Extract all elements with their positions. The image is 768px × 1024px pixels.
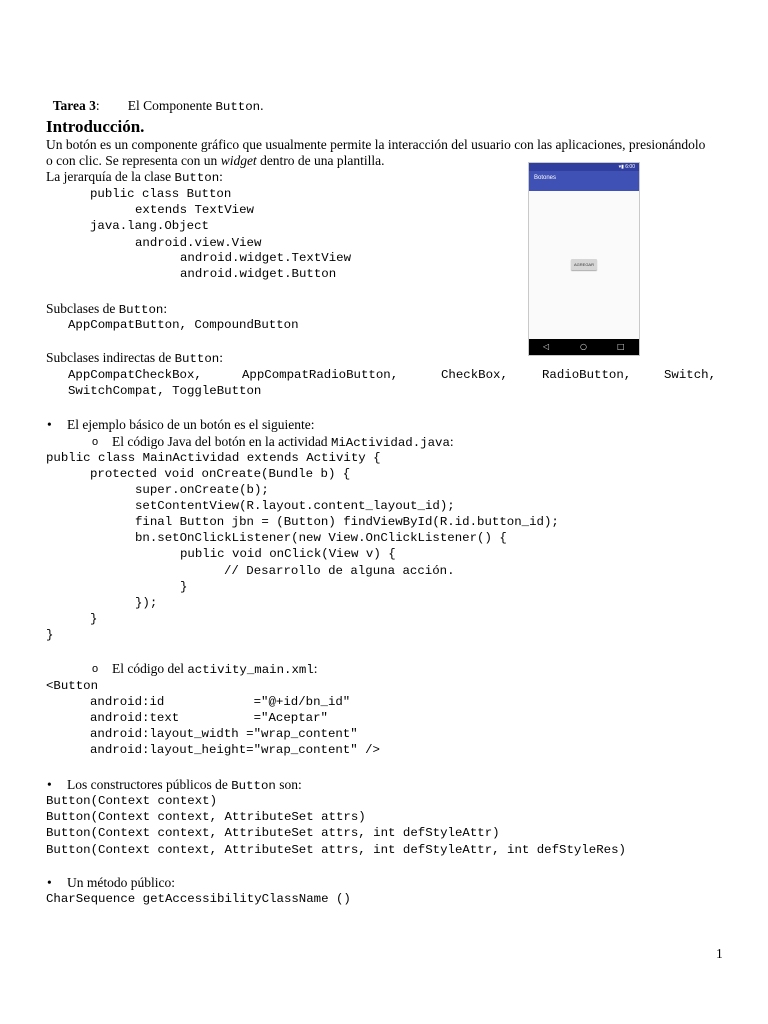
- page-number: 1: [716, 946, 723, 961]
- app-toolbar: [529, 171, 639, 191]
- java-code-line: protected void onCreate(Bundle b) {: [90, 467, 351, 481]
- task-separator: :: [95, 97, 100, 113]
- intro-text-b: dentro de una plantilla.: [256, 153, 385, 168]
- subclasses-label-code: Button: [118, 303, 164, 317]
- indirect-label-a: Subclases indirectas de: [46, 350, 175, 365]
- xml-subitem-a: El código del: [112, 661, 188, 676]
- hierarchy-line: public class Button: [90, 187, 232, 201]
- indirect-item: AppCompatCheckBox,: [68, 368, 202, 382]
- back-icon[interactable]: ◁: [543, 342, 550, 351]
- indirect-label-code: Button: [174, 352, 220, 366]
- hierarchy-label-b: :: [219, 169, 223, 184]
- phone-screenshot: [528, 162, 640, 356]
- home-icon[interactable]: ○: [580, 342, 587, 351]
- subclasses-label: [46, 301, 167, 319]
- java-code-line: public class MainActividad extends Activity {: [46, 451, 381, 465]
- intro-paragraph-line1: Un botón es un componente gráfico que usualmente permite la interacción del usuario con las aplicaciones, presionándolo: [46, 137, 706, 152]
- constructor-line: Button(Context context, AttributeSet attrs, int defStyleAttr, int defStyleRes): [46, 843, 626, 857]
- indirect-item: RadioButton,: [542, 368, 632, 382]
- toolbar-title: Botones: [534, 175, 557, 181]
- status-icons: ▾▮ 6:00: [618, 164, 635, 170]
- java-subitem: [112, 434, 454, 452]
- java-code-line: }: [90, 612, 98, 626]
- method-line: CharSequence getAccessibilityClassName (): [46, 892, 351, 906]
- java-code-line: });: [135, 596, 158, 610]
- constructors-bullet-code: Button: [231, 779, 276, 793]
- constructors-bullet-b: son:: [275, 777, 302, 792]
- indirect-subclasses-label: [46, 350, 223, 368]
- constructors-bullet: [67, 777, 302, 795]
- task-header: [46, 82, 100, 113]
- component-title: [121, 82, 264, 115]
- hierarchy-line: android.view.View: [135, 236, 262, 250]
- status-bar: [529, 163, 639, 171]
- intro-widget-word: widget: [220, 153, 257, 168]
- component-suffix: .: [260, 97, 264, 113]
- intro-text-a: o con clic. Se representa con un: [46, 153, 221, 168]
- java-code-line: public void onClick(View v) {: [180, 547, 396, 561]
- xml-code-line: android:layout_height="wrap_content" />: [90, 743, 380, 757]
- subclasses-label-a: Subclases de: [46, 301, 119, 316]
- java-code-line: bn.setOnClickListener(new View.OnClickListener() {: [135, 531, 507, 545]
- task-label: Tarea 3: [52, 97, 96, 113]
- java-subitem-code: MiActividad.java: [330, 436, 450, 450]
- java-code-line: }: [180, 580, 188, 594]
- example-bullet: • El ejemplo básico de un botón es el siguiente:: [67, 417, 314, 433]
- xml-subitem-b: :: [313, 661, 318, 676]
- xml-code-line: android:text ="Aceptar": [90, 711, 328, 725]
- subclasses-label-b: :: [163, 301, 168, 316]
- hierarchy-line: android.widget.TextView: [180, 251, 352, 265]
- hierarchy-line: java.lang.Object: [90, 219, 209, 233]
- constructors-bullet-a: Los constructores públicos de: [67, 777, 232, 792]
- xml-code-line: android:id ="@+id/bn_id": [90, 695, 351, 709]
- java-code-line: }: [46, 628, 54, 642]
- xml-code-line: <Button: [46, 679, 99, 693]
- indirect-label-b: :: [219, 350, 223, 365]
- indirect-line2: SwitchCompat, ToggleButton: [68, 384, 262, 398]
- hierarchy-label-code: Button: [174, 171, 220, 185]
- subclasses-values: AppCompatButton, CompoundButton: [68, 318, 299, 332]
- hierarchy-label: [46, 169, 223, 187]
- intro-paragraph-line2: [46, 153, 385, 169]
- indirect-item: CheckBox,: [441, 368, 508, 382]
- hierarchy-line: extends TextView: [135, 203, 254, 217]
- hierarchy-line: android.widget.Button: [180, 267, 337, 281]
- agregar-button[interactable]: [571, 259, 597, 270]
- xml-code-line: android:layout_width ="wrap_content": [90, 727, 358, 741]
- xml-subitem: [112, 661, 318, 679]
- component-prefix: El Componente: [127, 97, 216, 113]
- constructor-line: Button(Context context, AttributeSet attrs, int defStyleAttr): [46, 826, 500, 840]
- java-code-line: setContentView(R.layout.content_layout_id);: [135, 499, 455, 513]
- method-bullet: • Un método público:: [67, 875, 175, 891]
- agregar-button-label: AGREGAR: [573, 262, 594, 267]
- java-code-line: // Desarrollo de alguna acción.: [224, 564, 455, 578]
- indirect-item: AppCompatRadioButton,: [242, 368, 399, 382]
- component-code: Button: [215, 99, 261, 114]
- nav-bar: [529, 339, 639, 355]
- intro-heading: Introducción.: [46, 117, 145, 136]
- java-subitem-b: :: [449, 434, 454, 449]
- java-code-line: super.onCreate(b);: [135, 483, 269, 497]
- constructor-line: Button(Context context, AttributeSet attrs): [46, 810, 366, 824]
- java-subitem-a: El código Java del botón en la actividad: [112, 434, 331, 449]
- java-code-line: final Button jbn = (Button) findViewById(R.id.button_id);: [135, 515, 559, 529]
- xml-subitem-code: activity_main.xml: [187, 663, 314, 677]
- indirect-item: Switch,: [664, 368, 717, 382]
- recent-apps-icon[interactable]: □: [617, 342, 625, 351]
- constructor-line: Button(Context context): [46, 794, 218, 808]
- hierarchy-label-a: La jerarquía de la clase: [46, 169, 175, 184]
